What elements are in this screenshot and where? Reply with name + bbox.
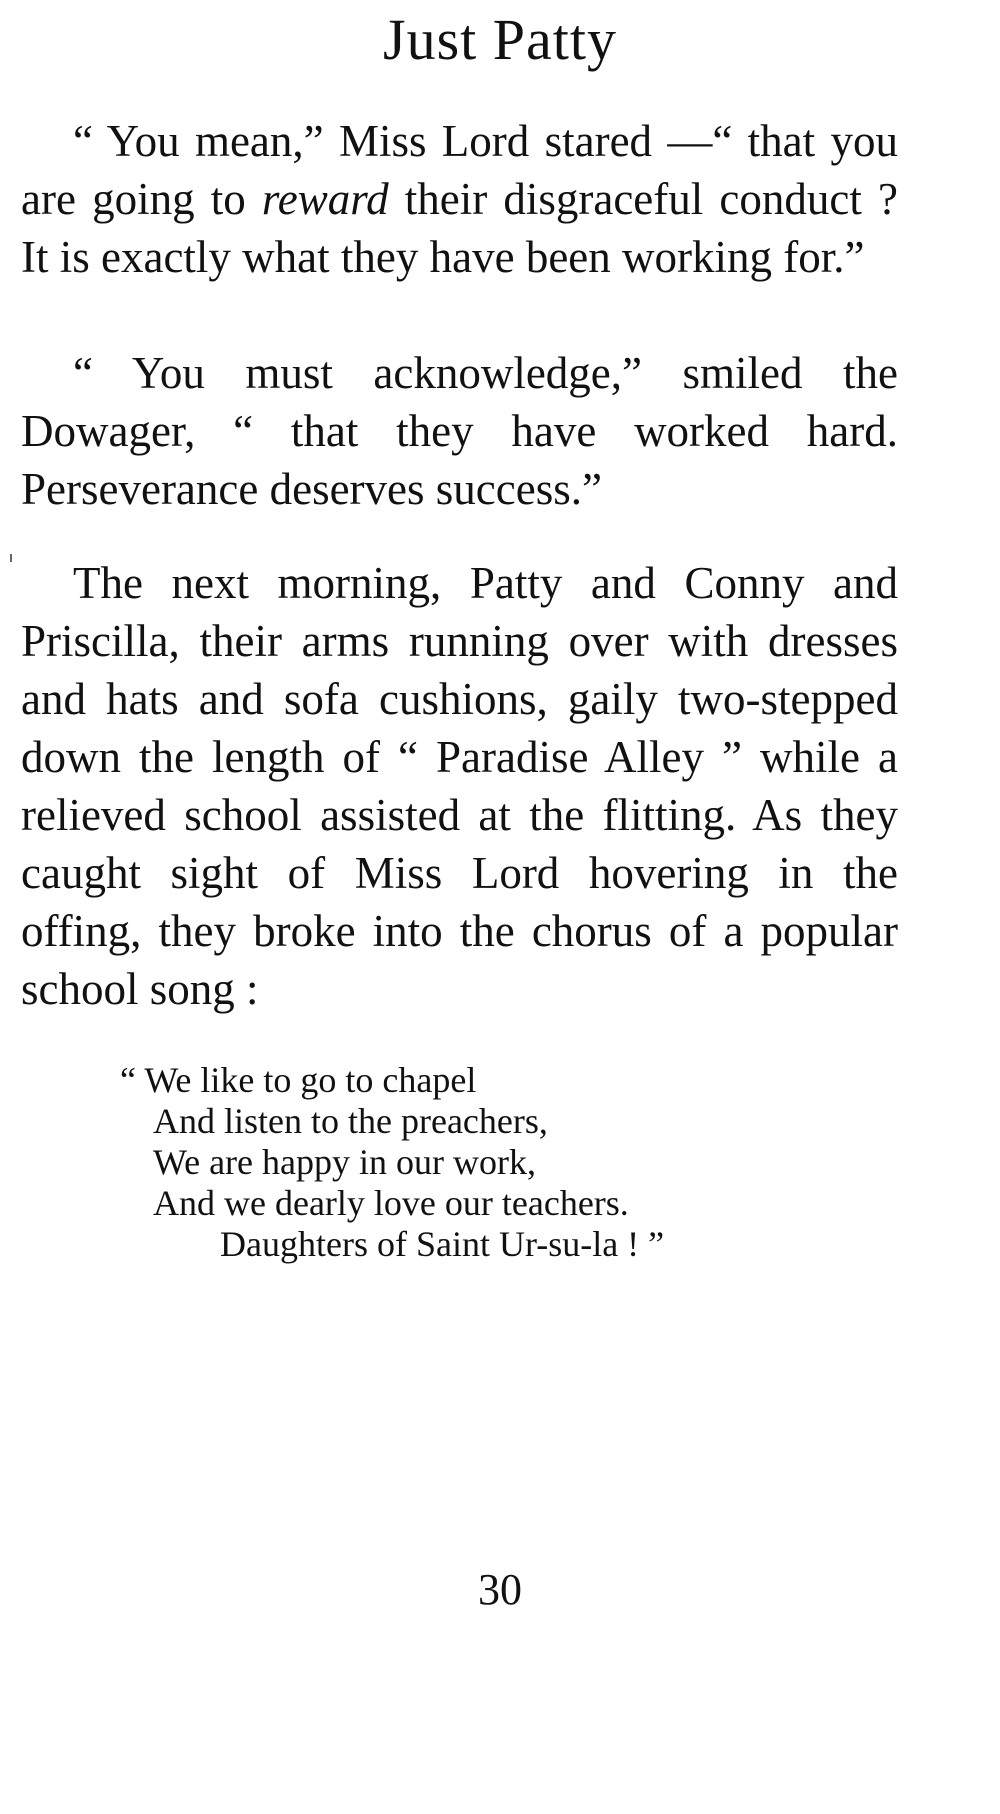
song-verse	[120, 1060, 664, 1265]
verse-line: We are happy in our work,	[153, 1142, 536, 1182]
running-title: Just Patty	[383, 7, 617, 72]
paragraph-1-emphasis: reward	[261, 174, 389, 224]
verse-line: “ We like to go to chapel	[120, 1060, 477, 1100]
page-number: 30	[478, 1565, 522, 1614]
verse-line: And we dearly love our teachers.	[153, 1183, 629, 1223]
paragraph-3: The next morning, Patty and Conny and Priscilla, their arms running over with dresses and hats and sofa cushions, gaily two-stepped down the length of “ Paradise Alley ” while a relieved school assisted at the flitting. As they caught sight of Miss Lord hovering in the offing, they broke into the chorus of a popular school song :	[21, 558, 898, 1014]
paragraph-1-text-end: their disgraceful conduct ? It is exactly what they have been working for.”	[21, 174, 899, 282]
paragraph-1-text-start: “ You mean,” Miss Lord stared —“ that you are going to	[21, 116, 898, 224]
paragraph-1	[21, 112, 898, 286]
verse-line: Daughters of Saint Ur-su-la ! ”	[220, 1224, 665, 1264]
paragraph-2: “ You must acknowledge,” smiled the Dowager, “ that they have worked hard. Perseverance deserves success.”	[21, 348, 898, 514]
scan-artifact-mark	[10, 554, 12, 562]
verse-line: And listen to the preachers,	[153, 1101, 548, 1141]
